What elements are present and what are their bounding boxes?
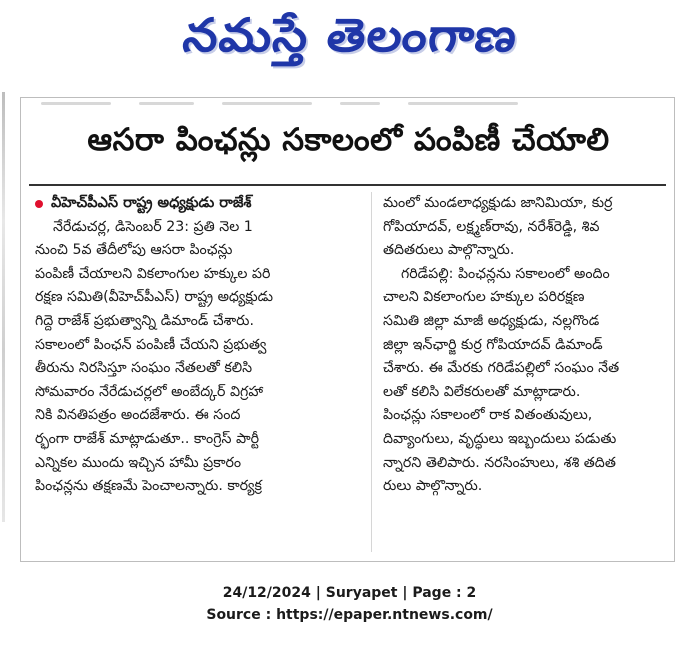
article-line: పింఛన్లు సకాలంలో రాక వితంతువులు, [383,407,593,424]
article-subhead [35,192,363,216]
subhead-text: వీహెచ్‌పీఎస్ రాష్ట్ర అధ్యక్షుడు రాజేశ్ [51,195,252,211]
article-line: జిల్లా ఇన్‌ఛార్జి కుర్ర గోపియాదవ్ డిమాండ్ [383,336,603,353]
article-headline: ఆసరా పింఛన్లు సకాలంలో పంపిణీ చేయాలి [87,122,610,158]
masthead [0,0,699,82]
headline-divider [29,184,666,186]
article-line: పింఛన్లను తక్షణమే పెంచాలన్నారు. కార్యక్ర [35,478,262,495]
article-line: లతో కలిసి విలేకరులతో మాట్లాడారు. [383,383,581,400]
footer-source: Source : https://epaper.ntnews.com/ [206,607,493,623]
article-line: చేశారు. ఈ మేరకు గరిడేపల్లిలో సంఘం నేత [383,360,620,377]
article-line: పంపిణీ చేయాలని వికలాంగుల హక్కుల పరి [35,265,271,282]
article-line: ఎన్నికల ముందు ఇచ్చిన హామీ ప్రకారం [35,454,242,471]
footer-meta: 24/12/2024 | Suryapet | Page : 2 [222,585,477,601]
article-line: తీరును నిరసిస్తూ సంఘం నేతలతో కలిసి [35,360,253,377]
article-line: నికి వినతిపత్రం అందజేశారు. ఈ సంద [35,407,241,424]
article-line: నుంచి 5వ తేదీలోపు ఆసరా పింఛన్లు [35,242,233,259]
article-line: గోపియాదవ్, లక్ష్మణ్‌రావు, నరేశ్‌రెడ్డి, శివ [383,218,600,235]
article-line: గిద్దె రాజేశ్ ప్రభుత్వాన్ని డిమాండ్ చేశారు. [35,312,254,329]
column-divider [371,192,372,552]
article-line: దివ్యాంగులు, వృద్ధులు ఇబ్బందులు పడుతు [383,430,617,447]
article-line: గరిడేపల్లి: పింఛన్లను సకాలంలో అందిం [401,265,610,282]
article-line: చాలని వికలాంగుల హక్కుల పరిరక్షణ [383,289,585,306]
article-line: న్నారని తెలిపారు. నరసింహులు, శశి తదిత [383,454,616,471]
page-edge-rule [2,92,5,522]
bullet-icon [35,200,43,208]
article-column-right [383,192,668,499]
article-column-left [35,192,363,499]
masthead-logo: నమస్తే తెలంగాణ [180,8,521,62]
article-line: సోమవారం నేరేడుచర్లలో అంబేద్కర్ విగ్రహా [35,383,263,400]
cut-text-fragment [41,98,521,108]
article-line: రక్షణ సమితి(వీహెచ్‌పీఎస్) రాష్ట్ర అధ్యక్షుడు [35,289,274,306]
article-line: ర్భంగా రాజేశ్ మాట్లాడుతూ.. కాంగ్రెస్ పార్టీ [35,430,259,447]
news-clipping [20,97,675,562]
article-line: నేరేడుచర్ల, డిసెంబర్ 23: ప్రతి నెల 1 [53,218,253,235]
article-line: తదితరులు పాల్గొన్నారు. [383,242,515,259]
article-line: మంలో మండలాధ్యక్షుడు జానిమియా, కుర్ర [383,195,613,211]
article-line: సమితి జిల్లా మాజీ అధ్యక్షుడు, నల్లగొండ [383,312,600,329]
article-line: సకాలంలో పింఛన్ పంపిణీ చేయని ప్రభుత్వ [35,336,267,353]
article-line: రులు పాల్గొన్నారు. [383,478,483,495]
